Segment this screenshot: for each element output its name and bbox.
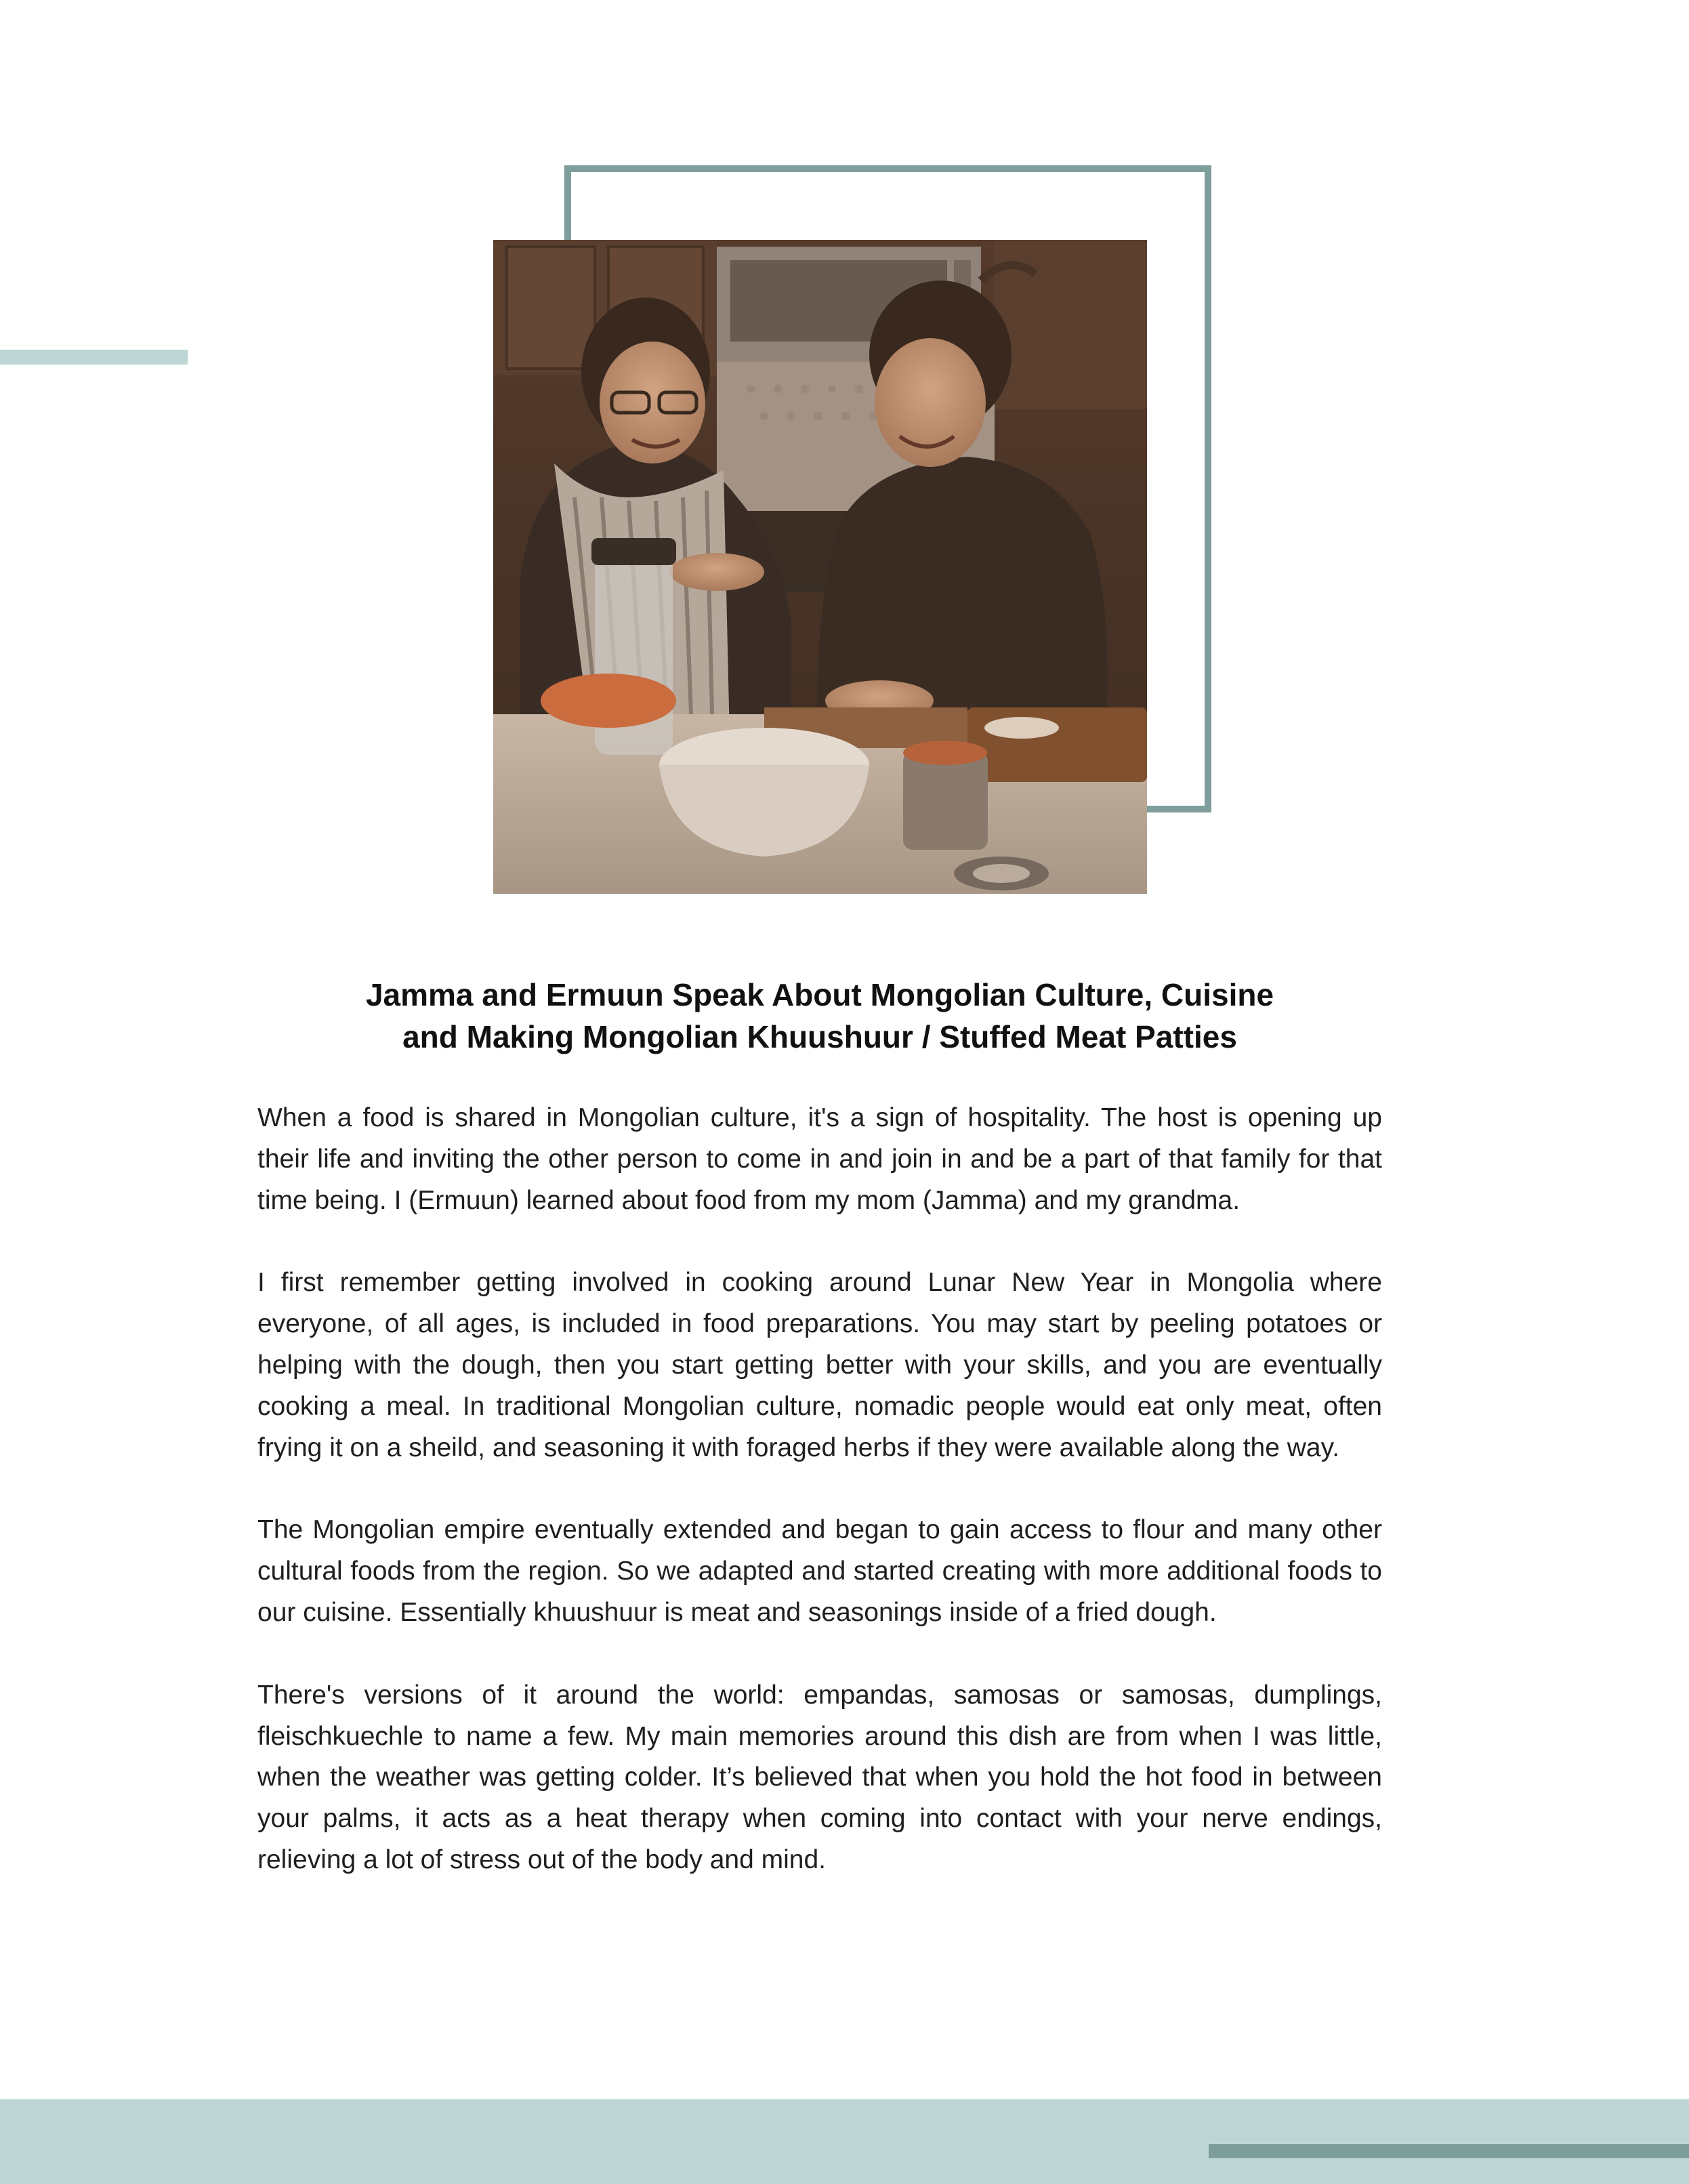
article-paragraph-4: There's versions of it around the world: empandas, samosas or samosas, dumplings, fleischkuechle to name a few. My main memories around this dish are from when I was little, when the weather was getting colder. It’s believed that when you hold the hot food in between your palms, it acts as a heat therapy when coming into contact with your nerve endings, relieving a lot of stress out of the body and mind. xyxy=(257,1680,1382,1874)
kitchen-photo-illustration xyxy=(493,240,1147,894)
article-photo xyxy=(493,240,1147,894)
article-paragraph-3: The Mongolian empire eventually extended and began to gain access to flour and many other cultural foods from the region. So we adapted and started creating with more additional foods to our cuisine. Essentially khuushuur is meat and seasonings inside of a fried dough. xyxy=(257,1515,1382,1627)
article-title xyxy=(257,974,1382,1058)
article-paragraph-2: I first remember getting involved in cooking around Lunar New Year in Mongolia where everyone, of all ages, is included in food preparations. You may start by peeling potatoes or helping with the dough, then you start getting better with your skills, and you are eventually cooking a meal. In traditional Mongolian culture, nomadic people would eat only meat, often frying it on a sheild, and seasoning it with foraged herbs if they were available along the way. xyxy=(257,1268,1382,1462)
decorative-accent-bar-left xyxy=(0,350,188,365)
article-title-line-1: Jamma and Ermuun Speak About Mongolian Culture, Cuisine xyxy=(365,977,1274,1012)
article-body xyxy=(257,1098,1382,1922)
footer-accent-bar xyxy=(1209,2144,1689,2158)
article-title-line-2: and Making Mongolian Khuushuur / Stuffed Meat Patties xyxy=(402,1019,1237,1054)
footer-band xyxy=(0,2099,1689,2184)
article-paragraph-1: When a food is shared in Mongolian culture, it's a sign of hospitality. The host is opening up their life and inviting the other person to come in and join in and be a part of that family for that time being. I (Ermuun) learned about food from my mom (Jamma) and my grandma. xyxy=(257,1103,1382,1215)
